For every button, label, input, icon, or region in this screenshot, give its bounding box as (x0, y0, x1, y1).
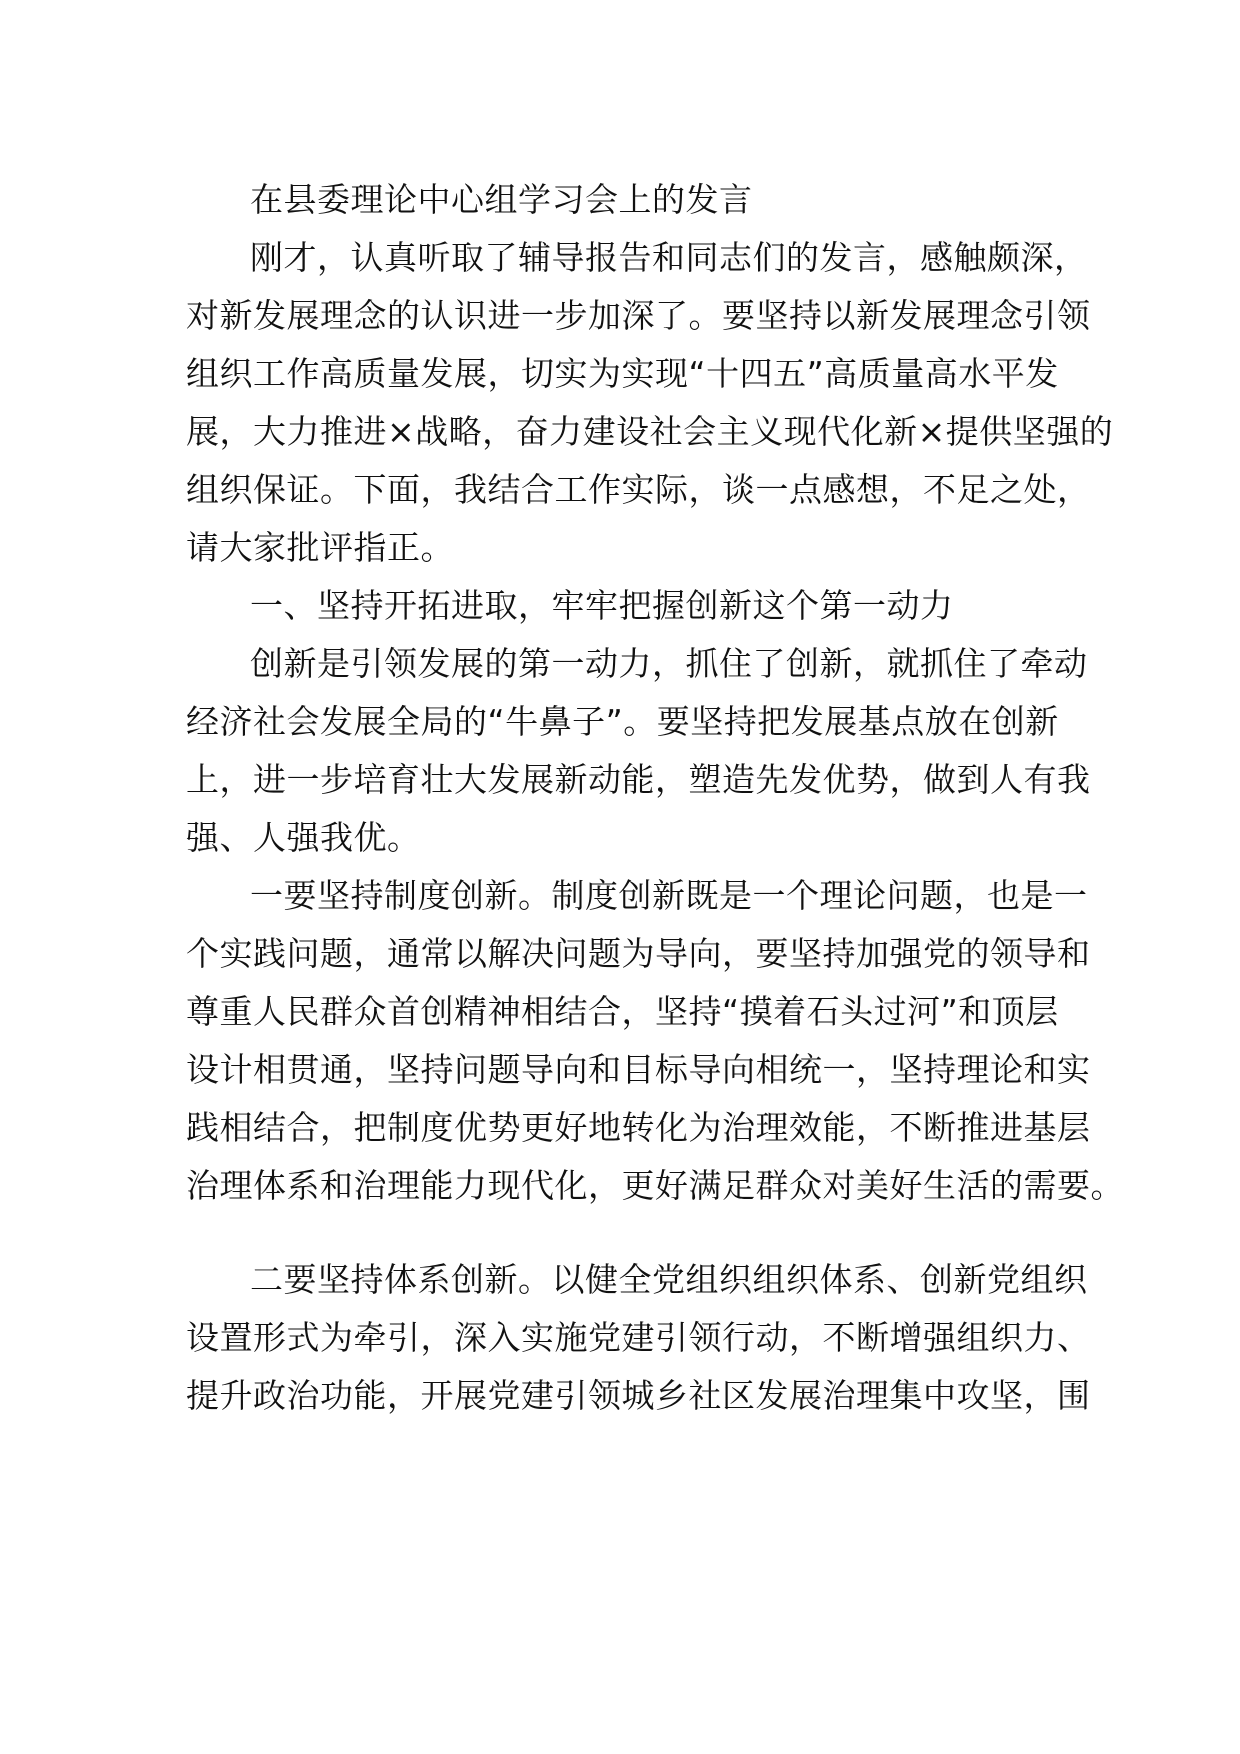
paragraph-line: 请大家批评指正。 (186, 528, 454, 567)
paragraph-line: 设置形式为牵引，深入实施党建引领行动，不断增强组织力、 (186, 1318, 1091, 1357)
paragraph-line: 展，大力推进×战略，奋力建设社会主义现代化新×提供坚强的 (186, 412, 1114, 451)
paragraph-line: 上，进一步培育壮大发展新动能，塑造先发优势，做到人有我 (186, 760, 1091, 799)
paragraph-line: 对新发展理念的认识进一步加深了。要坚持以新发展理念引领 (186, 296, 1091, 335)
paragraph-line: 设计相贯通，坚持问题导向和目标导向相统一，坚持理论和实 (186, 1050, 1091, 1089)
paragraph-line: 创新是引领发展的第一动力，抓住了创新，就抓住了牵动 (250, 644, 1088, 683)
paragraph-line: 尊重人民群众首创精神相结合，坚持“摸着石头过河”和顶层 (186, 992, 1059, 1031)
paragraph-line: 组织保证。下面，我结合工作实际，谈一点感想，不足之处， (186, 470, 1091, 509)
paragraph-line: 提升政治功能，开展党建引领城乡社区发展治理集中攻坚，围 (186, 1376, 1091, 1415)
document-title: 在县委理论中心组学习会上的发言 (250, 180, 753, 219)
paragraph-line: 强、人强我优。 (186, 818, 421, 857)
paragraph-line: 刚才，认真听取了辅导报告和同志们的发言，感触颇深， (250, 238, 1088, 277)
section-heading: 一、坚持开拓进取，牢牢把握创新这个第一动力 (250, 586, 954, 625)
paragraph-line: 治理体系和治理能力现代化，更好满足群众对美好生活的需要。 (186, 1166, 1124, 1205)
paragraph-line: 二要坚持体系创新。以健全党组织组织体系、创新党组织 (250, 1260, 1088, 1299)
paragraph-line: 一要坚持制度创新。制度创新既是一个理论问题，也是一 (250, 876, 1088, 915)
paragraph-line: 个实践问题，通常以解决问题为导向，要坚持加强党的领导和 (186, 934, 1091, 973)
paragraph-line: 组织工作高质量发展，切实为实现“十四五”高质量高水平发 (186, 354, 1059, 393)
paragraph-line: 经济社会发展全局的“牛鼻子”。要坚持把发展基点放在创新 (186, 702, 1059, 741)
paragraph-line: 践相结合，把制度优势更好地转化为治理效能，不断推进基层 (186, 1108, 1091, 1147)
